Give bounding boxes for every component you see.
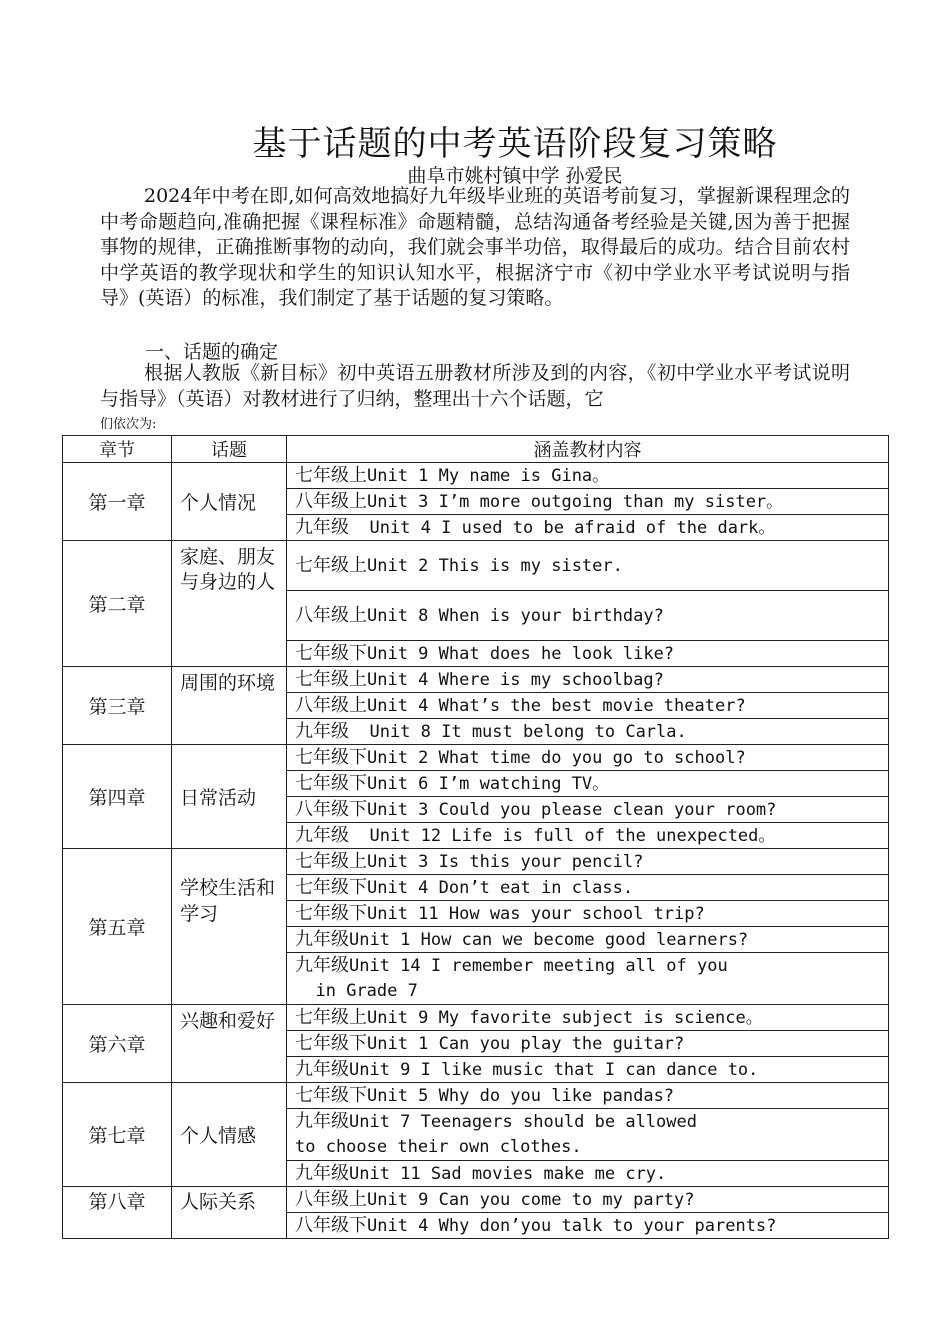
table-row — [63, 1187, 889, 1213]
unit-text: Unit 2 This is my sister. — [367, 555, 623, 576]
topic-cell: 兴趣和爱好 — [172, 1005, 287, 1083]
grade-label: 七年级下 — [295, 1032, 367, 1054]
unit-cell — [287, 693, 889, 719]
unit-text: Unit 4 I used to be afraid of the dark。 — [349, 517, 776, 538]
topic-cell: 周围的环境 — [172, 667, 287, 745]
table-row — [63, 745, 889, 771]
chapter-cell: 第一章 — [63, 463, 172, 541]
grade-label: 九年级 — [295, 928, 349, 950]
grade-label: 七年级上 — [295, 464, 367, 486]
grade-label: 七年级下 — [295, 642, 367, 664]
grade-label: 八年级上 — [295, 1188, 367, 1210]
grade-label: 七年级上 — [295, 668, 367, 690]
unit-text: Unit 11 Sad movies make me cry. — [349, 1163, 667, 1184]
grade-label: 九年级 — [295, 516, 349, 538]
small-note: 们依次为: — [100, 417, 157, 432]
unit-text: Unit 3 Is this your pencil? — [367, 851, 644, 872]
unit-text: Unit 7 Teenagers should be allowed to choose their own clothes. — [295, 1112, 697, 1157]
author-line: 曲阜市姚村镇中学 孙爱民 — [407, 165, 623, 187]
chapter-cell: 第三章 — [63, 667, 172, 745]
table-row — [63, 667, 889, 693]
grade-label: 七年级上 — [295, 554, 367, 576]
grade-label: 九年级 — [295, 824, 349, 846]
table-row — [63, 1083, 889, 1109]
header-content: 涵盖教材内容 — [287, 436, 889, 463]
unit-text: Unit 9 My favorite subject is science。 — [367, 1007, 763, 1028]
unit-cell — [287, 1031, 889, 1057]
section-heading: 一、话题的确定 — [145, 341, 279, 363]
topic-cell: 个人情况 — [172, 463, 287, 541]
grade-label: 七年级上 — [295, 1006, 367, 1028]
unit-cell — [287, 1005, 889, 1031]
unit-text: Unit 3 Could you please clean your room? — [367, 799, 777, 820]
unit-text: Unit 12 Life is full of the unexpected。 — [349, 825, 776, 846]
unit-cell — [287, 797, 889, 823]
grade-label: 七年级下 — [295, 746, 367, 768]
chapter-cell: 第四章 — [63, 745, 172, 849]
chapter-cell: 第五章 — [63, 849, 172, 1005]
grade-label: 七年级下 — [295, 876, 367, 898]
unit-cell — [287, 1109, 889, 1161]
header-topic: 话题 — [172, 436, 287, 463]
topic-cell: 学校生活和学习 — [172, 849, 287, 1005]
table-row — [63, 463, 889, 489]
grade-label: 八年级上 — [295, 490, 367, 512]
unit-text: Unit 4 Why don’you talk to your parents? — [367, 1215, 777, 1236]
unit-text: Unit 9 Can you come to my party? — [367, 1189, 695, 1210]
unit-cell — [287, 591, 889, 641]
unit-text: Unit 4 Where is my schoolbag? — [367, 669, 664, 690]
unit-text: Unit 3 I’m more outgoing than my sister。 — [367, 491, 784, 512]
unit-cell — [287, 1187, 889, 1213]
unit-cell — [287, 745, 889, 771]
unit-cell — [287, 1213, 889, 1239]
unit-cell — [287, 823, 889, 849]
grade-label: 九年级 — [295, 1162, 349, 1184]
topic-cell: 个人情感 — [172, 1083, 287, 1187]
unit-text: Unit 5 Why do you like pandas? — [367, 1085, 675, 1106]
unit-cell — [287, 489, 889, 515]
unit-cell — [287, 927, 889, 953]
unit-cell — [287, 953, 889, 1005]
topic-table — [62, 435, 889, 1239]
unit-text: Unit 6 I’m watching TV。 — [367, 773, 610, 794]
grade-label: 七年级下 — [295, 1084, 367, 1106]
section-paragraph: 根据人教版《新目标》初中英语五册教材所涉及到的内容，《初中学业水平考试说明与指导》（英语）对教材进行了归纳，整理出十六个话题，它 — [100, 362, 850, 410]
unit-text: Unit 4 Don’t eat in class. — [367, 877, 634, 898]
unit-cell — [287, 515, 889, 541]
unit-cell — [287, 641, 889, 667]
unit-cell — [287, 1057, 889, 1083]
unit-cell — [287, 1161, 889, 1187]
unit-text: Unit 9 I like music that I can dance to. — [349, 1059, 759, 1080]
unit-text: Unit 8 It must belong to Carla. — [349, 721, 687, 742]
unit-text: Unit 1 Can you play the guitar? — [367, 1033, 685, 1054]
unit-cell — [287, 667, 889, 693]
unit-cell — [287, 463, 889, 489]
grade-label: 九年级 — [295, 955, 349, 976]
grade-label: 九年级 — [295, 1111, 349, 1132]
document-title: 基于话题的中考英语阶段复习策略 — [252, 124, 778, 164]
grade-label: 八年级上 — [295, 604, 367, 626]
grade-label: 七年级下 — [295, 772, 367, 794]
topic-cell: 日常活动 — [172, 745, 287, 849]
unit-text: Unit 14 I remember meeting all of you in Grade 7 — [315, 956, 728, 1001]
grade-label: 八年级下 — [295, 798, 367, 820]
chapter-cell: 第二章 — [63, 541, 172, 667]
unit-cell — [287, 875, 889, 901]
topic-cell: 家庭、朋友 与身边的人 — [172, 541, 287, 667]
table-row — [63, 541, 889, 591]
grade-label: 七年级上 — [295, 850, 367, 872]
unit-cell — [287, 901, 889, 927]
unit-text: Unit 4 What’s the best movie theater? — [367, 695, 746, 716]
unit-text: Unit 2 What time do you go to school? — [367, 747, 746, 768]
table-row — [63, 1005, 889, 1031]
unit-text: Unit 1 How can we become good learners? — [349, 929, 749, 950]
table-row — [63, 849, 889, 875]
chapter-cell: 第六章 — [63, 1005, 172, 1083]
grade-label: 八年级下 — [295, 1214, 367, 1236]
grade-label: 九年级 — [295, 1058, 349, 1080]
unit-text: Unit 11 How was your school trip? — [367, 903, 705, 924]
unit-text: Unit 9 What does he look like? — [367, 643, 675, 664]
unit-cell — [287, 771, 889, 797]
chapter-cell: 第七章 — [63, 1083, 172, 1187]
grade-label: 九年级 — [295, 720, 349, 742]
intro-paragraph: 2024年中考在即,如何高效地搞好九年级毕业班的英语考前复习，掌握新课程理念的中考命题趋向,准确把握《课程标准》命题精髓，总结沟通备考经验是关键,因为善于把握事物的规律，正确推断事物的动向，我们就会事半功倍，取得最后的成功。结合目前农村中学英语的教学现状和学生的知识认知水平，根据济宁市《初中学业水平考试说明与指导》(英语）的标准，我们制定了基于话题的复习策略。 — [100, 185, 850, 309]
topic-cell: 人际关系 — [172, 1187, 287, 1239]
header-chapter: 章节 — [63, 436, 172, 463]
grade-label: 八年级上 — [295, 694, 367, 716]
unit-cell — [287, 541, 889, 591]
unit-text: Unit 1 My name is Gina。 — [367, 465, 610, 486]
grade-label: 七年级下 — [295, 902, 367, 924]
chapter-cell: 第八章 — [63, 1187, 172, 1239]
unit-cell — [287, 849, 889, 875]
unit-text: Unit 8 When is your birthday? — [367, 605, 664, 626]
table-header-row — [63, 436, 889, 463]
unit-cell — [287, 719, 889, 745]
unit-cell — [287, 1083, 889, 1109]
